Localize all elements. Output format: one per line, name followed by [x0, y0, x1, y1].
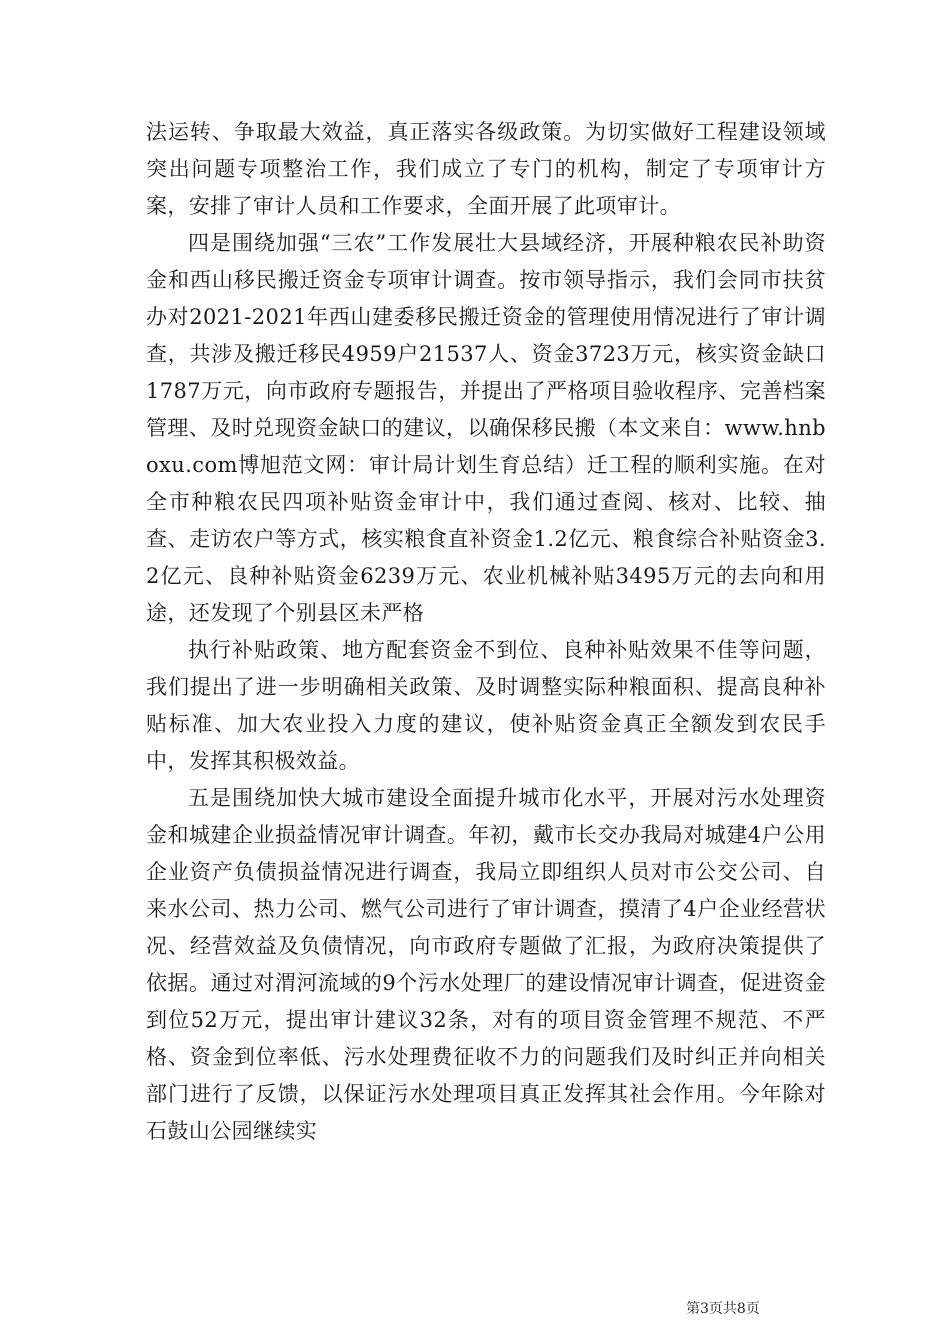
paragraph-continued: 法运转、争取最大效益，真正落实各级政策。为切实做好工程建设领域突出问题专项整治工作，我们成立了专门的机构，制定了专项审计方案，安排了审计人员和工作要求，全面开展了此项审计。 — [146, 120, 826, 218]
paragraph-subsidy-policy: 执行补贴政策、地方配套资金不到位、良种补贴效果不佳等问题，我们提出了进一步明确相关政策、及时调整实际种粮面积、提高良种补贴标准、加大农业投入力度的建议，使补贴资金真正全额发到农民手中，发挥其积极效益。 — [146, 638, 826, 773]
document-body — [146, 114, 826, 1150]
paragraph-five-urbanization: 五是围绕加快大城市建设全面提升城市化水平，开展对污水处理资金和城建企业损益情况审计调查。年初，戴市长交办我局对城建4户公用企业资产负债损益情况进行调查，我局立即组织人员对市公交公司、自来水公司、热力公司、燃气公司进行了审计调查，摸清了4户企业经营状况、经营效益及负债情况，向市政府专题做了汇报，为政府决策提供了依据。通过对渭河流域的9个污水处理厂的建设情况审计调查，促进资金到位52万元，提出审计建议32条，对有的项目资金管理不规范、不严格、资金到位率低、污水处理费征收不力的问题我们及时纠正并向相关部门进行了反馈，以保证污水处理项目真正发挥其社会作用。今年除对石鼓山公园继续实 — [146, 786, 826, 1143]
paragraph-four-sannong: 四是围绕加强“三农”工作发展壮大县域经济，开展种粮农民补助资金和西山移民搬迁资金专项审计调查。按市领导指示，我们会同市扶贫办对2021-2021年西山建委移民搬迁资金的管理使用情况进行了审计调查，共涉及搬迁移民4959户21537人、资金3723万元，核实资金缺口1787万元，向市政府专题报告，并提出了严格项目验收程序、完善档案管理、及时兑现资金缺口的建议，以确保移民搬（本文来自：www.hnboxu.com博旭范文网：审计局计划生育总结）迁工程的顺利实施。在对全市种粮农民四项补贴资金审计中，我们通过查阅、核对、比较、抽查、走访农户等方式，核实粮食直补资金1.2亿元、粮食综合补贴资金3.2亿元、良种补贴资金6239万元、农业机械补贴3495万元的去向和用途，还发现了个别县区未严格 — [146, 231, 826, 625]
page-number: 第3页共8页 — [686, 1301, 760, 1317]
